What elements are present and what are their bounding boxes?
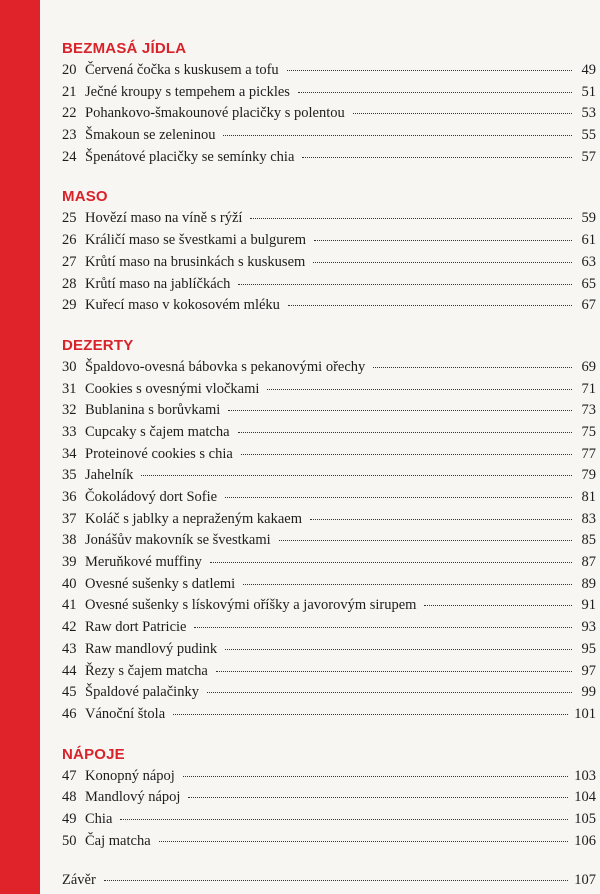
toc-entry[interactable] — [62, 274, 596, 296]
dot-leader — [159, 841, 569, 842]
entry-title: Čokoládový dort Sofie — [85, 489, 218, 505]
toc-entry[interactable] — [62, 595, 596, 617]
toc-entry-closing[interactable] — [62, 870, 596, 892]
entry-number: 35 — [62, 467, 77, 484]
entry-page: 55 — [581, 127, 596, 144]
entry-page: 69 — [581, 358, 596, 375]
toc-entry[interactable] — [62, 82, 596, 104]
entry-number: 24 — [62, 148, 77, 165]
entry-page: 77 — [581, 445, 596, 462]
dot-leader — [298, 92, 572, 93]
entry-page: 106 — [574, 832, 596, 849]
entry-page: 99 — [581, 684, 596, 701]
entry-page: 61 — [581, 232, 596, 249]
toc-entry[interactable] — [62, 682, 596, 704]
entry-page: 71 — [581, 380, 596, 397]
toc-entry[interactable] — [62, 252, 596, 274]
toc-entry[interactable] — [62, 639, 596, 661]
dot-leader — [183, 776, 568, 777]
section-heading: DEZERTY — [62, 336, 134, 354]
dot-leader — [310, 519, 572, 520]
toc-entry[interactable] — [62, 357, 596, 379]
entry-title: Šmakoun se zeleninou — [85, 127, 216, 144]
entry-number: 32 — [62, 402, 77, 419]
entry-title: Závěr — [62, 872, 96, 889]
section-dezerty — [62, 335, 596, 726]
entry-title: Raw mandlový pudink — [85, 640, 218, 657]
dot-leader — [194, 627, 572, 628]
entry-page: 63 — [581, 253, 596, 270]
toc-entry[interactable] — [62, 444, 596, 466]
toc-entry[interactable] — [62, 787, 596, 809]
entry-page: 73 — [581, 402, 596, 419]
entry-title: Kuřecí maso v kokosovém mléku — [85, 297, 280, 314]
entry-page: 81 — [581, 489, 596, 505]
toc-entry[interactable] — [62, 704, 596, 726]
entry-page: 89 — [581, 575, 596, 592]
toc-entry[interactable] — [62, 552, 596, 574]
entry-number: 27 — [62, 253, 77, 270]
entry-number: 48 — [62, 789, 77, 806]
entry-number: 34 — [62, 445, 77, 462]
entry-number: 29 — [62, 297, 77, 314]
toc-entry[interactable] — [62, 831, 596, 853]
entry-title: Hovězí maso na víně s rýží — [85, 210, 243, 227]
toc-entry[interactable] — [62, 809, 596, 831]
entry-number: 47 — [62, 767, 77, 784]
entry-number: 41 — [62, 597, 77, 614]
toc-entry[interactable] — [62, 400, 596, 422]
entry-title: Krůtí maso na jablíčkách — [85, 275, 231, 292]
section-heading: MASO — [62, 188, 108, 206]
entry-title: Koláč s jablky a nepraženým kakaem — [85, 510, 303, 527]
toc-entry[interactable] — [62, 509, 596, 531]
entry-number: 45 — [62, 684, 77, 701]
dot-leader — [302, 157, 572, 158]
entry-page: 83 — [581, 510, 596, 527]
entry-number: 31 — [62, 380, 77, 397]
entry-page: 95 — [581, 640, 596, 657]
section-napoje — [62, 744, 596, 853]
entry-title: Řezy s čajem matcha — [85, 662, 208, 679]
toc-entry[interactable] — [62, 617, 596, 639]
dot-leader — [241, 454, 572, 455]
toc-entry[interactable] — [62, 465, 596, 487]
entry-title: Špenátové placičky se semínky chia — [85, 148, 295, 165]
entry-title: Mandlový nápoj — [85, 789, 181, 806]
dot-leader — [228, 410, 572, 411]
entry-title: Špaldovo-ovesná bábovka s pekanovými ořechy — [85, 358, 366, 375]
toc-entry[interactable] — [62, 487, 596, 509]
entry-number: 37 — [62, 510, 77, 527]
entry-page: 87 — [581, 554, 596, 571]
toc-entry[interactable] — [62, 60, 596, 82]
dot-leader — [424, 605, 572, 606]
entry-title: Cookies s ovesnými vločkami — [85, 380, 260, 397]
dot-leader — [207, 692, 572, 693]
entry-page: 107 — [574, 872, 596, 889]
entry-number: 39 — [62, 554, 77, 571]
toc-entry[interactable] — [62, 530, 596, 552]
entry-title: Ječné kroupy s tempehem a pickles — [85, 83, 290, 100]
entry-number: 42 — [62, 619, 77, 636]
red-edge-band — [0, 0, 40, 894]
entry-number: 28 — [62, 275, 77, 292]
entry-title: Králičí maso se švestkami a bulgurem — [85, 232, 307, 249]
entry-title: Ovesné sušenky s datlemi — [85, 575, 236, 592]
entry-page: 91 — [581, 597, 596, 614]
entry-page: 51 — [581, 83, 596, 100]
dot-leader — [104, 880, 568, 881]
entry-title: Jahelník — [85, 467, 134, 484]
entry-number: 36 — [62, 489, 77, 505]
entry-title: Vánoční štola — [85, 705, 166, 722]
entry-title: Konopný nápoj — [85, 767, 175, 784]
section-heading: BEZMASÁ JÍDLA — [62, 40, 187, 57]
entry-number: 21 — [62, 83, 77, 100]
section-maso — [62, 186, 596, 316]
dot-leader — [288, 305, 572, 306]
entry-number: 26 — [62, 232, 77, 249]
dot-leader — [314, 240, 572, 241]
toc-entry[interactable] — [62, 574, 596, 596]
entry-title: Meruňkové muffiny — [85, 554, 202, 571]
dot-leader — [238, 284, 572, 285]
toc-entry[interactable] — [62, 208, 596, 230]
entry-title: Čaj matcha — [85, 832, 151, 849]
toc-entry[interactable] — [62, 295, 596, 317]
entry-page: 103 — [574, 767, 596, 784]
entry-title: Raw dort Patricie — [85, 619, 187, 636]
entry-number: 30 — [62, 358, 77, 375]
dot-leader — [225, 649, 572, 650]
toc-entry[interactable] — [62, 147, 596, 169]
dot-leader — [225, 497, 572, 498]
entry-number: 23 — [62, 127, 77, 144]
entry-number: 44 — [62, 662, 77, 679]
entry-page: 75 — [581, 423, 596, 440]
entry-page: 65 — [581, 275, 596, 292]
entry-title: Pohankovo-šmakounové placičky s polentou — [85, 105, 345, 122]
entry-page: 93 — [581, 619, 596, 636]
entry-number: 50 — [62, 832, 77, 849]
toc-entry[interactable] — [62, 230, 596, 252]
entry-title: Jonášův makovník se švestkami — [85, 532, 271, 549]
toc-entry[interactable] — [62, 422, 596, 444]
dot-leader — [238, 432, 572, 433]
entry-page: 79 — [581, 467, 596, 484]
dot-leader — [173, 714, 568, 715]
toc-entry[interactable] — [62, 125, 596, 147]
dot-leader — [223, 135, 572, 136]
entry-title: Proteinové cookies s chia — [85, 445, 233, 462]
dot-leader — [353, 113, 572, 114]
entry-title: Krůtí maso na brusinkách s kuskusem — [85, 253, 306, 270]
section-heading: NÁPOJE — [62, 745, 125, 763]
entry-page: 104 — [574, 789, 596, 806]
entry-number: 25 — [62, 210, 77, 227]
entry-title: Cupcaky s čajem matcha — [85, 423, 230, 440]
entry-page: 85 — [581, 532, 596, 549]
table-of-contents — [62, 38, 596, 892]
dot-leader — [373, 367, 572, 368]
dot-leader — [313, 262, 572, 263]
entry-number: 20 — [62, 62, 77, 78]
dot-leader — [287, 70, 572, 71]
dot-leader — [267, 389, 572, 390]
entry-number: 40 — [62, 575, 77, 592]
section-bezmasa-jidla — [62, 38, 596, 168]
dot-leader — [243, 584, 572, 585]
entry-number: 33 — [62, 423, 77, 440]
entry-page: 97 — [581, 662, 596, 679]
entry-page: 101 — [574, 705, 596, 722]
entry-title: Bublanina s borůvkami — [85, 402, 221, 419]
entry-number: 43 — [62, 640, 77, 657]
entry-page: 105 — [574, 810, 596, 827]
dot-leader — [216, 671, 572, 672]
entry-title: Špaldové palačinky — [85, 684, 199, 701]
entry-title: Červená čočka s kuskusem a tofu — [85, 62, 279, 78]
dot-leader — [250, 218, 572, 219]
entry-page: 57 — [581, 148, 596, 165]
toc-entry[interactable] — [62, 103, 596, 125]
toc-entry[interactable] — [62, 661, 596, 683]
entry-number: 38 — [62, 532, 77, 549]
entry-number: 46 — [62, 705, 77, 722]
dot-leader — [188, 797, 568, 798]
entry-page: 59 — [581, 210, 596, 227]
dot-leader — [120, 819, 568, 820]
dot-leader — [279, 540, 572, 541]
entry-number: 49 — [62, 810, 77, 827]
entry-page: 67 — [581, 297, 596, 314]
toc-entry[interactable] — [62, 379, 596, 401]
dot-leader — [210, 562, 572, 563]
entry-number: 22 — [62, 105, 77, 122]
entry-title: Ovesné sušenky s lískovými oříšky a javorovým sirupem — [85, 597, 417, 614]
dot-leader — [141, 475, 572, 476]
entry-title: Chia — [85, 810, 113, 827]
entry-page: 53 — [581, 105, 596, 122]
entry-page: 49 — [581, 62, 596, 78]
toc-entry[interactable] — [62, 766, 596, 788]
